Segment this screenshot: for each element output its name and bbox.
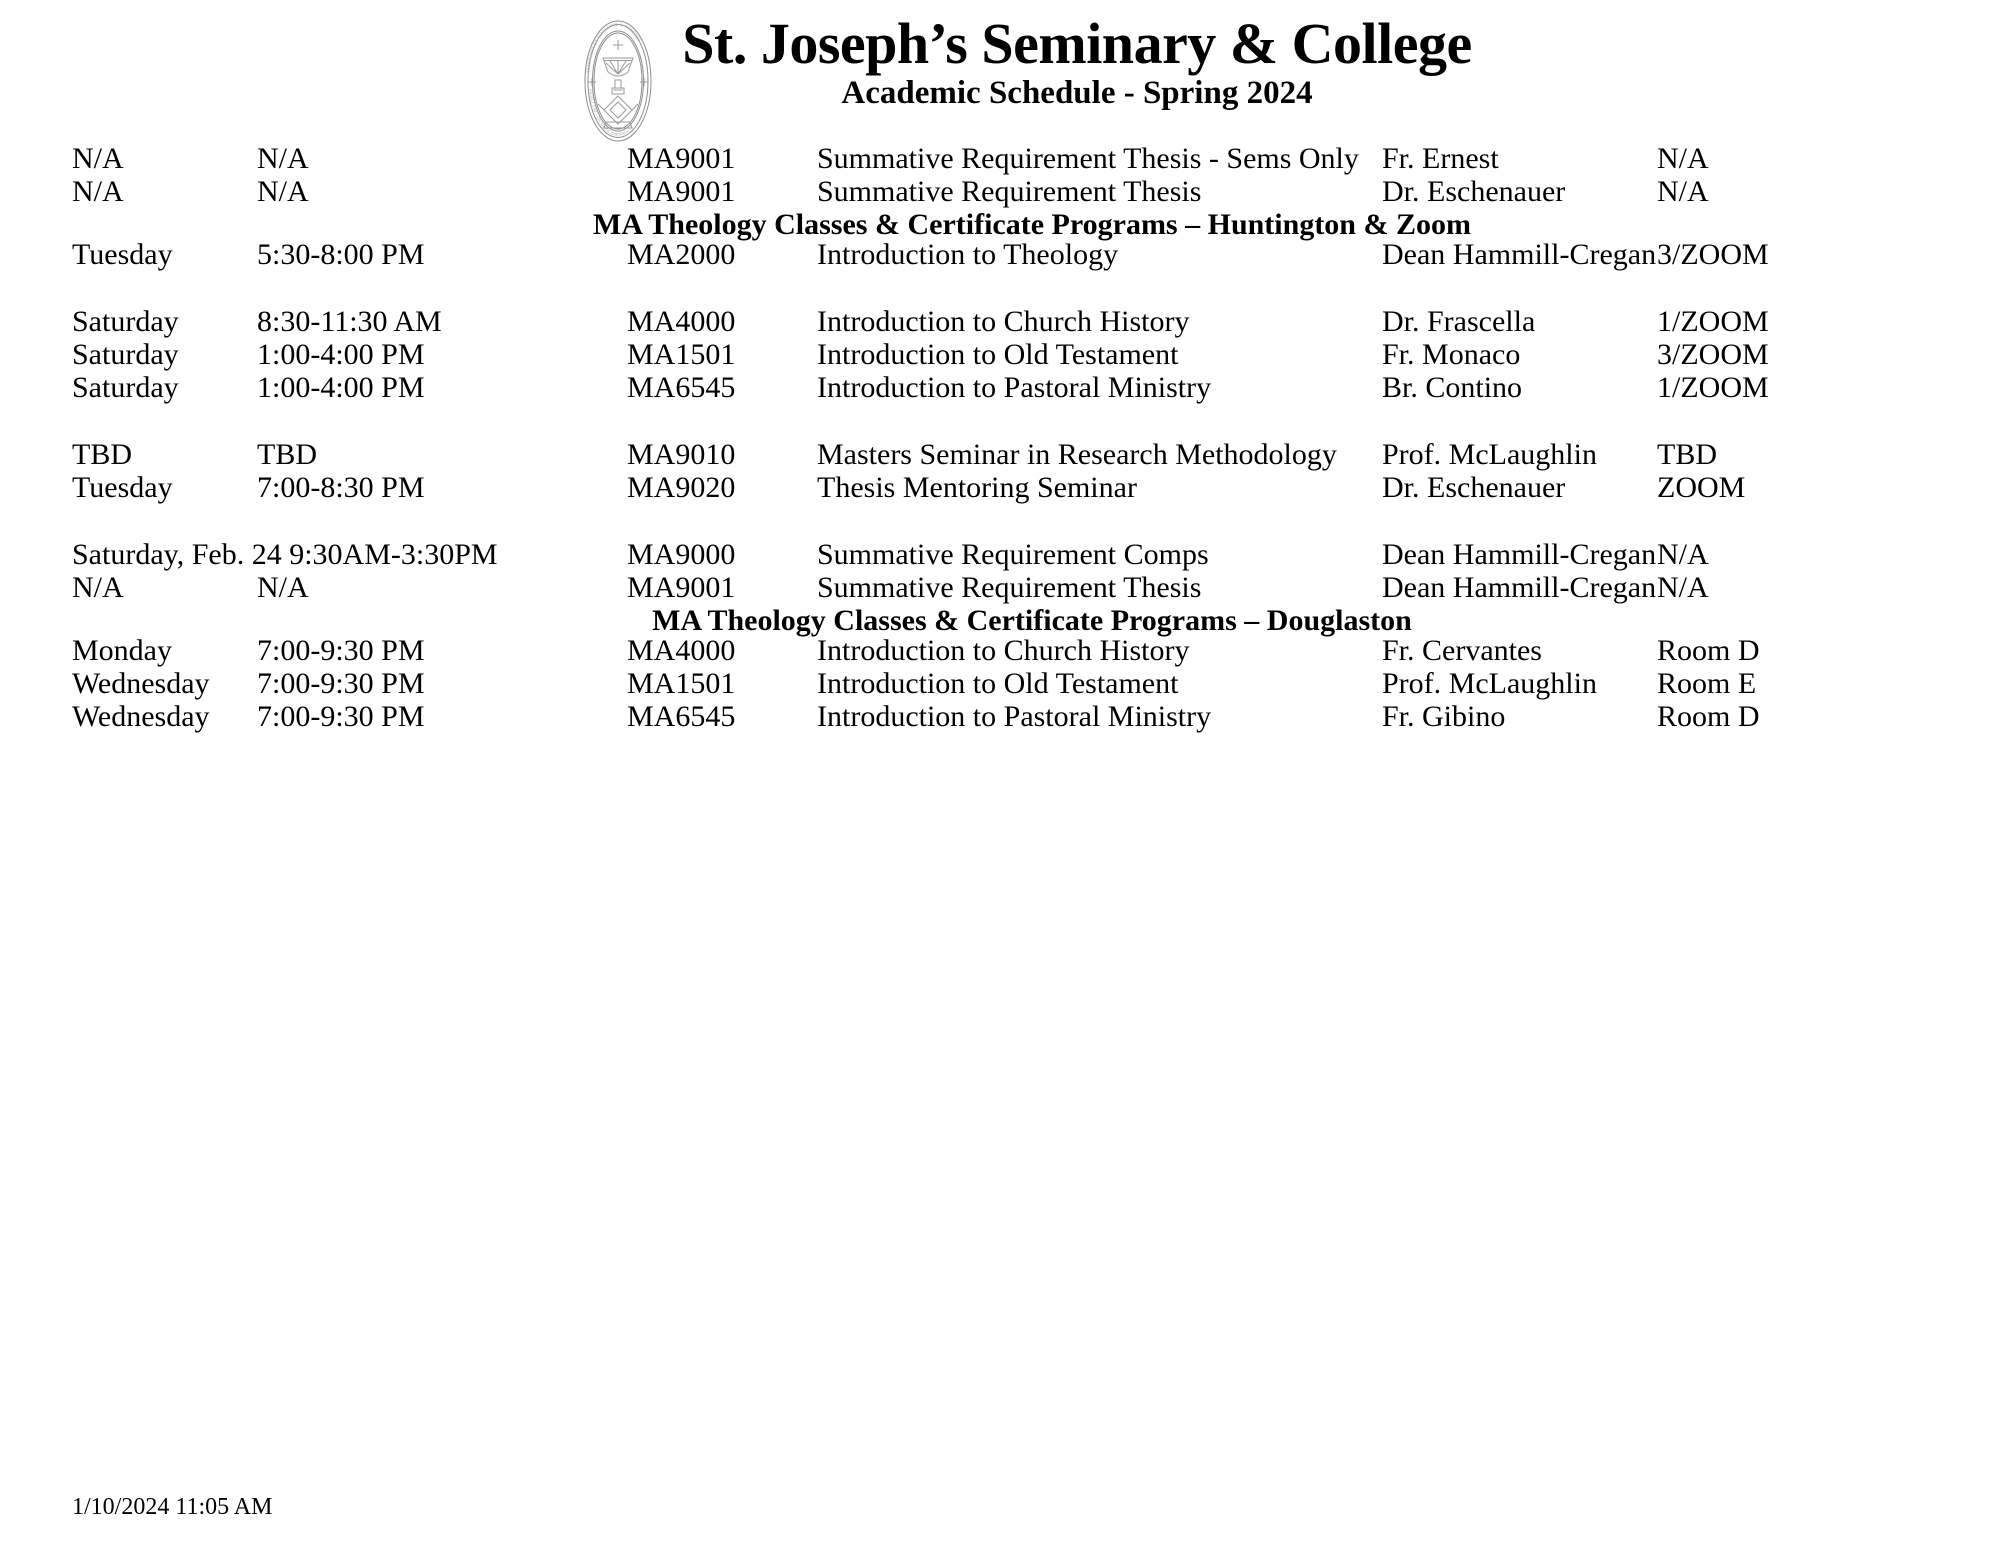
cell-room: 3/ZOOM xyxy=(1657,338,1769,371)
table-row xyxy=(72,540,1992,573)
cell-room: N/A xyxy=(1657,538,1709,571)
row-spacer xyxy=(72,406,1992,440)
cell-day: TBD xyxy=(72,438,132,471)
cell-course-title: Thesis Mentoring Seminar xyxy=(817,471,1137,504)
table-row xyxy=(72,340,1992,373)
cell-room: ZOOM xyxy=(1657,471,1746,504)
cell-day: N/A xyxy=(72,175,124,208)
cell-room: Room D xyxy=(1657,700,1760,733)
cell-time: 7:00-8:30 PM xyxy=(257,471,425,504)
cell-course-code: MA1501 xyxy=(627,667,736,700)
cell-time: 7:00-9:30 PM xyxy=(257,700,425,733)
cell-course-code: MA2000 xyxy=(627,238,736,271)
cell-room: Room D xyxy=(1657,634,1760,667)
cell-instructor: Br. Contino xyxy=(1382,371,1523,404)
table-row xyxy=(72,702,1992,735)
cell-instructor: Dean Hammill-Cregan xyxy=(1382,571,1657,604)
cell-room: N/A xyxy=(1657,175,1709,208)
table-row xyxy=(72,473,1992,506)
cell-time: N/A xyxy=(257,571,309,604)
cell-day: Saturday xyxy=(72,305,179,338)
cell-course-title: Summative Requirement Thesis xyxy=(817,175,1202,208)
cell-instructor: Fr. Ernest xyxy=(1382,142,1499,175)
cell-time: 7:00-9:30 PM xyxy=(257,634,425,667)
cell-time: 1:00-4:00 PM xyxy=(257,338,425,371)
cell-instructor: Fr. Cervantes xyxy=(1382,634,1542,667)
table-row xyxy=(72,573,1992,606)
cell-course-code: MA9001 xyxy=(627,571,736,604)
cell-instructor: Dean Hammill-Cregan xyxy=(1382,538,1657,571)
cell-day: Wednesday xyxy=(72,700,210,733)
cell-room: 3/ZOOM xyxy=(1657,238,1769,271)
cell-instructor: Dr. Frascella xyxy=(1382,305,1536,338)
cell-course-code: MA4000 xyxy=(627,305,736,338)
section-heading-douglaston: MA Theology Classes & Certificate Programs – Douglaston xyxy=(652,604,1412,637)
section-heading-row xyxy=(72,210,1992,240)
cell-course-code: MA9020 xyxy=(627,471,736,504)
table-row xyxy=(72,240,1992,273)
page-subtitle: Academic Schedule - Spring 2024 xyxy=(841,75,1313,112)
cell-course-title: Introduction to Church History xyxy=(817,634,1190,667)
page-title: St. Joseph’s Seminary & College xyxy=(682,11,1472,76)
cell-course-code: MA9001 xyxy=(627,175,736,208)
cell-instructor: Fr. Monaco xyxy=(1382,338,1521,371)
table-row xyxy=(72,669,1992,702)
cell-room: TBD xyxy=(1657,438,1717,471)
cell-instructor: Prof. McLaughlin xyxy=(1382,438,1597,471)
cell-course-code: MA1501 xyxy=(627,338,736,371)
cell-course-code: MA6545 xyxy=(627,700,736,733)
cell-room: 1/ZOOM xyxy=(1657,305,1769,338)
row-spacer xyxy=(72,273,1992,307)
cell-course-title: Summative Requirement Thesis xyxy=(817,571,1202,604)
cell-room: 1/ZOOM xyxy=(1657,371,1769,404)
cell-course-code: MA6545 xyxy=(627,371,736,404)
cell-instructor: Dr. Eschenauer xyxy=(1382,175,1566,208)
cell-course-title: Summative Requirement Thesis - Sems Only xyxy=(817,142,1359,175)
svg-text:SIGILLUM · DUNWOODIENSIS: SIGILLUM · DUNWOODIENSIS xyxy=(588,88,631,138)
table-row xyxy=(72,307,1992,340)
cell-day: Saturday xyxy=(72,338,179,371)
cell-room: N/A xyxy=(1657,142,1709,175)
table-row xyxy=(72,636,1992,669)
section-heading-row xyxy=(72,606,1992,636)
schedule-table xyxy=(72,144,1992,735)
header-titles xyxy=(682,11,1472,113)
footer-timestamp: 1/10/2024 11:05 AM xyxy=(72,1494,273,1520)
svg-text:SEMINARII ET COLLEGII S. JOSE: SEMINARII ET COLLEGII S. JOSEPHI xyxy=(585,21,643,74)
table-row xyxy=(72,373,1992,406)
cell-day: Tuesday xyxy=(72,471,173,504)
cell-course-title: Introduction to Old Testament xyxy=(817,338,1179,371)
cell-day: Monday xyxy=(72,634,172,667)
cell-room: N/A xyxy=(1657,571,1709,604)
table-row xyxy=(72,440,1992,473)
cell-day: N/A xyxy=(72,142,124,175)
table-row xyxy=(72,144,1992,177)
schedule-sheet xyxy=(0,144,2000,735)
cell-course-code: MA9001 xyxy=(627,142,736,175)
cell-day: N/A xyxy=(72,571,124,604)
cell-course-code: MA4000 xyxy=(627,634,736,667)
cell-day: Saturday xyxy=(72,371,179,404)
cell-time: 7:00-9:30 PM xyxy=(257,667,425,700)
cell-course-code: MA9000 xyxy=(627,538,736,571)
cell-day-time: Saturday, Feb. 24 9:30AM-3:30PM xyxy=(72,538,498,571)
cell-time: 5:30-8:00 PM xyxy=(257,238,425,271)
cell-course-title: Introduction to Pastoral Ministry xyxy=(817,371,1212,404)
cell-course-code: MA9010 xyxy=(627,438,736,471)
cell-instructor: Prof. McLaughlin xyxy=(1382,667,1597,700)
cell-time: TBD xyxy=(257,438,317,471)
cell-day: Wednesday xyxy=(72,667,210,700)
cell-time: 1:00-4:00 PM xyxy=(257,371,425,404)
cell-course-title: Introduction to Pastoral Ministry xyxy=(817,700,1212,733)
seminary-seal-icon xyxy=(568,18,668,144)
cell-course-title: Masters Seminar in Research Methodology xyxy=(817,438,1337,471)
cell-time: 8:30-11:30 AM xyxy=(257,305,442,338)
row-spacer xyxy=(72,506,1992,540)
cell-course-title: Introduction to Theology xyxy=(817,238,1119,271)
cell-instructor: Dr. Eschenauer xyxy=(1382,471,1566,504)
cell-course-title: Summative Requirement Comps xyxy=(817,538,1209,571)
cell-instructor: Fr. Gibino xyxy=(1382,700,1506,733)
document-header xyxy=(0,0,2000,144)
cell-time: N/A xyxy=(257,142,309,175)
cell-course-title: Introduction to Church History xyxy=(817,305,1190,338)
cell-time: N/A xyxy=(257,175,309,208)
table-row xyxy=(72,177,1992,210)
cell-room: Room E xyxy=(1657,667,1757,700)
cell-instructor: Dean Hammill-Cregan xyxy=(1382,238,1657,271)
cell-course-title: Introduction to Old Testament xyxy=(817,667,1179,700)
cell-day: Tuesday xyxy=(72,238,173,271)
section-heading-huntington-zoom: MA Theology Classes & Certificate Programs – Huntington & Zoom xyxy=(593,208,1471,241)
